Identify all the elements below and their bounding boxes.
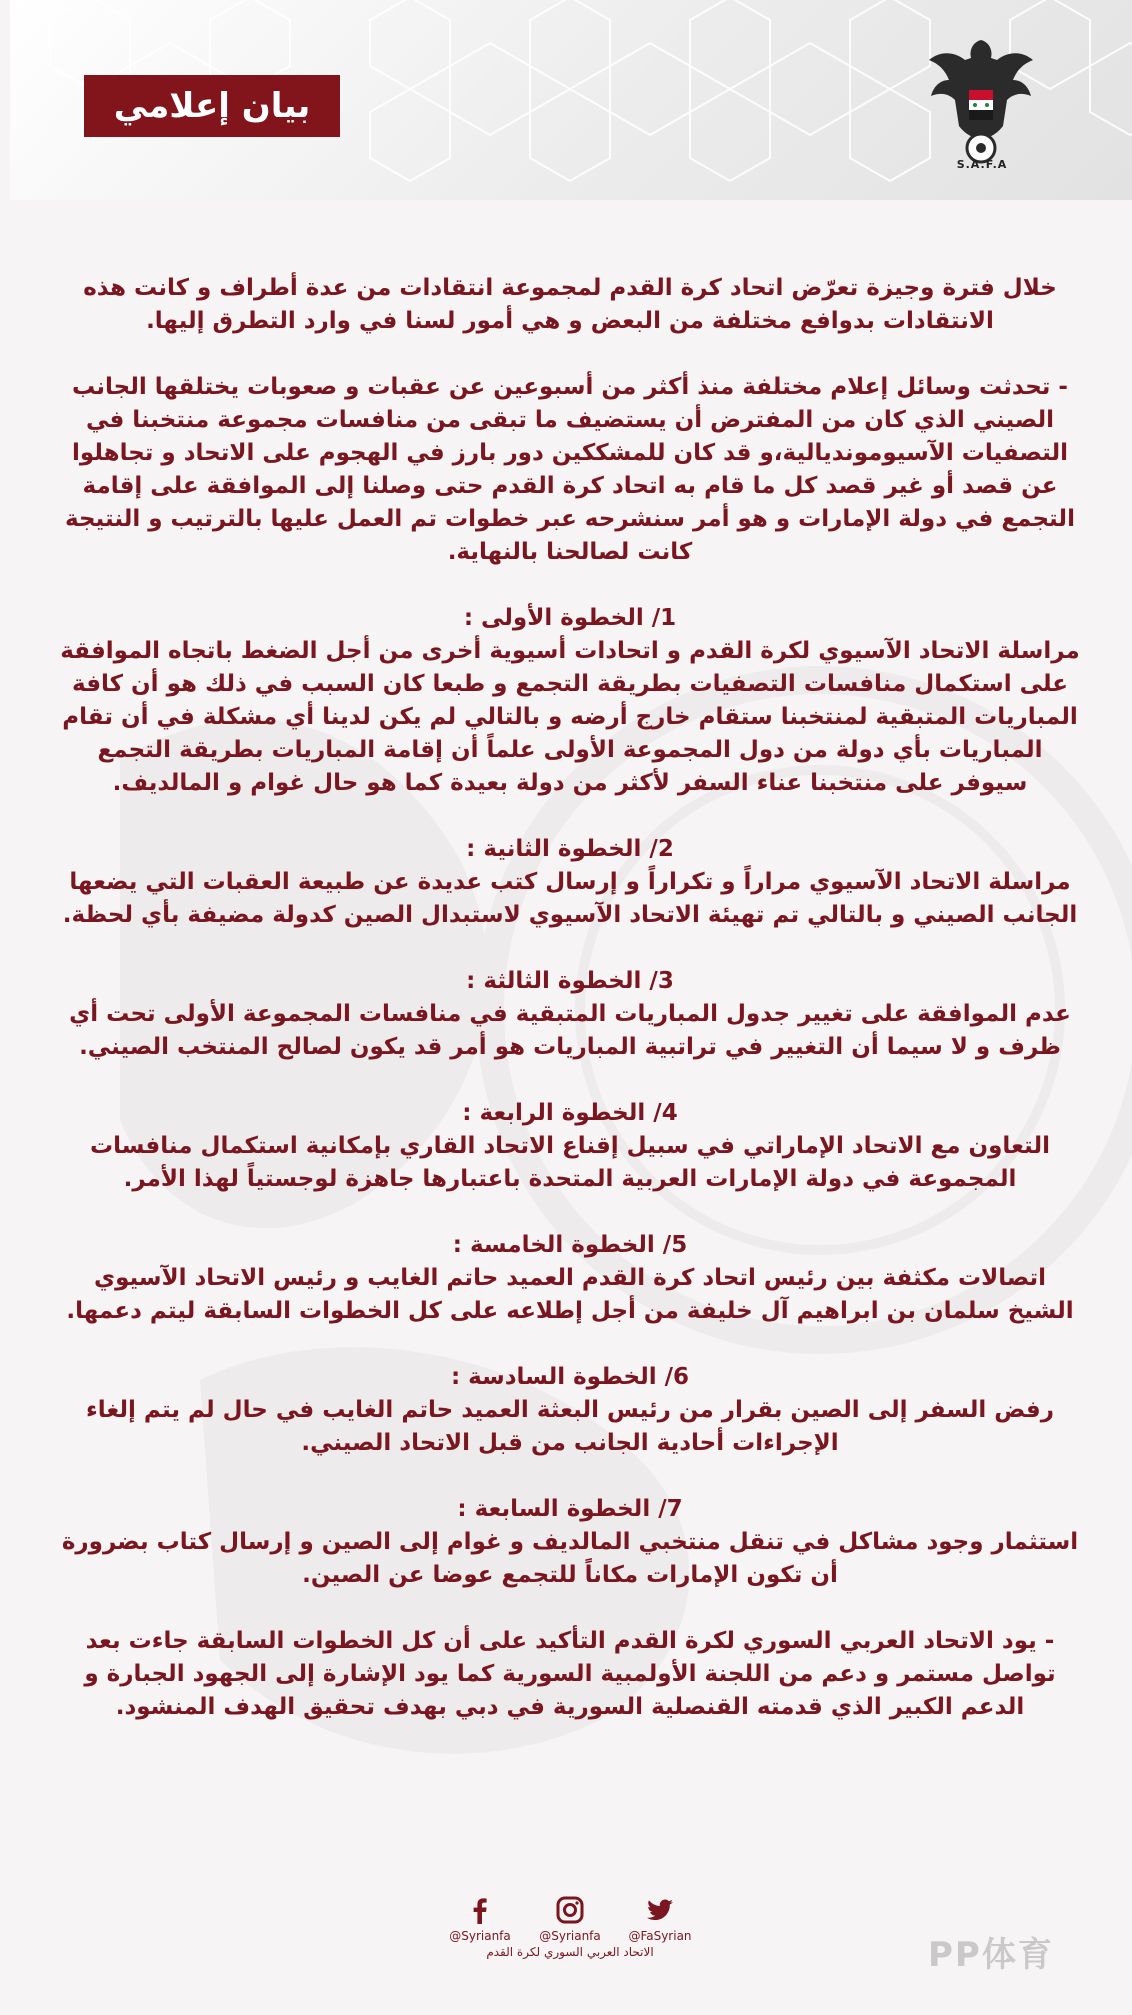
statement-body xyxy=(60,272,1080,1757)
step-text: مراسلة الاتحاد الآسيوي مراراً و تكراراً و إرسال كتب عديدة عن طبيعة العقبات التي يضعها الجانب الصيني و بالتالي تم تهيئة الاتحاد الآسيوي لاستبدال الصين كدولة مضيفة بأي لحظة. xyxy=(62,869,1078,928)
eagle-emblem-icon xyxy=(925,30,1037,175)
step-text: التعاون مع الاتحاد الإماراتي في سبيل إقناع الاتحاد القاري بإمكانية استكمال منافسات المجموعة في دولة الإمارات العربية المتحدة باعتبارها جاهزة لوجستياً لهذا الأمر. xyxy=(90,1133,1050,1192)
step-title: 4/ الخطوة الرابعة : xyxy=(462,1100,678,1126)
social-links xyxy=(440,1895,700,1943)
closing-paragraph: - يود الاتحاد العربي السوري لكرة القدم التأكيد على أن كل الخطوات السابقة جاءت بعد تواصل مستمر و دعم من اللجنة الأولمبية السورية كما يود الإشارة إلى الجهود الجبارة و الدعم الكبير الذي قدمته القنصلية السورية في دبي بهدف تحقيق الهدف المنشود. xyxy=(84,1628,1056,1720)
facebook-icon xyxy=(465,1895,495,1925)
social-handle: @Syrianfa xyxy=(449,1929,511,1943)
pp-sports-badge xyxy=(928,1928,1098,1974)
step-text: رفض السفر إلى الصين بقرار من رئيس البعثة العميد حاتم الغايب في حال لم يتم إلغاء الإجراءات أحادية الجانب من قبل الاتحاد الصيني. xyxy=(86,1397,1054,1456)
step-text: استثمار وجود مشاكل في تنقل منتخبي المالديف و غوام إلى الصين و إرسال كتاب بضرورة أن تكون الإمارات مكاناً للتجمع عوضا عن الصين. xyxy=(61,1529,1079,1588)
logo-text: S.A.F.A xyxy=(956,158,1008,171)
background-paragraph: - تحدثت وسائل إعلام مختلفة منذ أكثر من أسبوعين عن عقبات و صعوبات يختلقها الجانب الصيني الذي كان من المفترض أن يستضيف ما تبقى من منافسات مجموعة منتخبنا في التصفيات الآسيومونديالية،و قد كان للمشككين دور بارز في الهجوم على الاتحاد و تجاهلوا عن قصد أو غير قصد كل ما قام به اتحاد كرة القدم حتى وصلنا إلى الموافقة على إقامة التجمع في دولة الإمارات و هو أمر سنشرحه عبر خطوات تم العمل عليها بالترتيب و النتيجة كانت لصالحنا بالنهاية. xyxy=(65,374,1075,565)
social-handle: @FaSyrian xyxy=(628,1929,692,1943)
step-title: 6/ الخطوة السادسة : xyxy=(450,1364,690,1390)
step-text: عدم الموافقة على تغيير جدول المباريات المتبقية في منافسات المجموعة الأولى تحت أي ظرف و لا سيما أن التغيير في تراتبية المباريات هو أمر قد يكون لصالح المنتخب الصيني. xyxy=(69,1001,1071,1060)
intro-paragraph: خلال فترة وجيزة تعرّض اتحاد كرة القدم لمجموعة انتقادات من عدة أطراف و كانت هذه الانتقادات بدوافع مختلفة من البعض و هي أمور لسنا في وارد التطرق إليها. xyxy=(83,275,1057,334)
step-title: 1/ الخطوة الأولى : xyxy=(463,605,677,631)
step-text: مراسلة الاتحاد الآسيوي لكرة القدم و اتحادات أسيوية أخرى من أجل الضغط باتجاه الموافقة على استكمال منافسات التصفيات بطريقة التجمع و طبعا كان السبب في ذلك هو أن كافة المباريات المتبقية لمنتخبنا ستقام خارج أرضه و بالتالي لم يكن لدينا أي مشكلة في أن تقام المباريات بأي دولة من دول المجموعة الأولى علماً أن إقامة المباريات بطريقة التجمع سيوفر على منتخبنا عناء السفر لأكثر من دولة بعيدة كما هو حال غوام و المالديف. xyxy=(60,638,1080,796)
social-facebook[interactable] xyxy=(440,1895,520,1943)
step-title: 7/ الخطوة السابعة : xyxy=(457,1496,683,1522)
step-title: 5/ الخطوة الخامسة : xyxy=(452,1232,688,1258)
pp-sports-logo-icon: PP体育 xyxy=(928,1934,1054,1975)
footer xyxy=(430,1895,720,1959)
step-text: اتصالات مكثفة بين رئيس اتحاد كرة القدم العميد حاتم الغايب و رئيس الاتحاد الآسيوي الشيخ سلمان بن ابراهيم آل خليفة من أجل إطلاعه على كل الخطوات السابقة ليتم دعمها. xyxy=(66,1265,1074,1324)
social-handle: @Syrianfa xyxy=(539,1929,601,1943)
twitter-icon xyxy=(645,1895,675,1925)
footer-org-name: الاتحاد العربي السوري لكرة القدم xyxy=(486,1945,654,1959)
instagram-icon xyxy=(555,1895,585,1925)
step-title: 3/ الخطوة الثالثة : xyxy=(466,968,674,994)
social-twitter[interactable] xyxy=(620,1895,700,1943)
social-instagram[interactable] xyxy=(530,1895,610,1943)
page-title: بيان إعلامي xyxy=(84,75,340,137)
step-title: 2/ الخطوة الثانية : xyxy=(466,836,674,862)
